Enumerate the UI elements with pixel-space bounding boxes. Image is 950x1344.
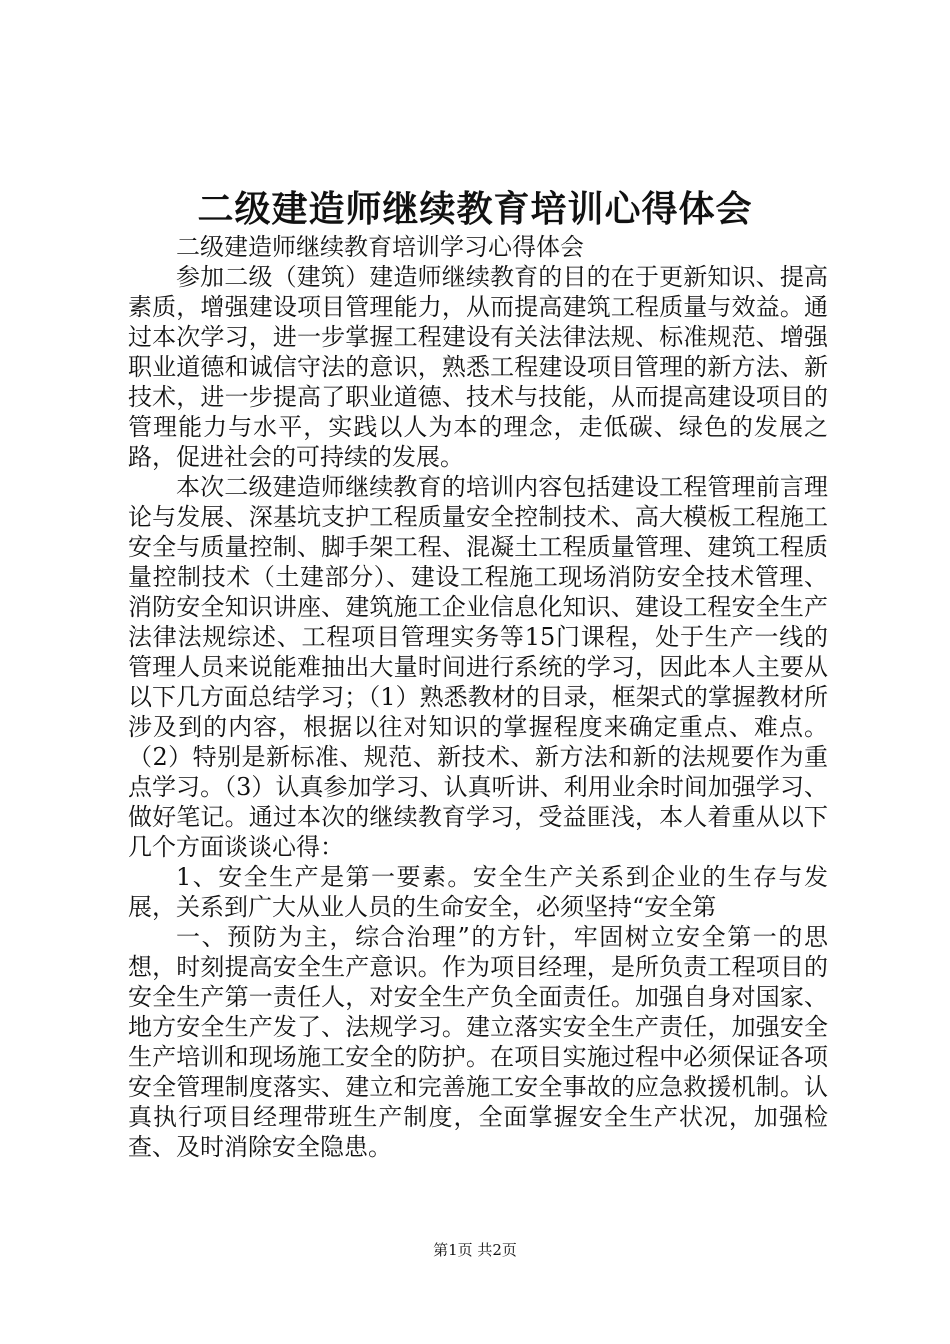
document-title: 二级建造师继续教育培训心得体会 xyxy=(197,188,753,230)
body-paragraph: 参加二级（建筑）建造师继续教育的目的在于更新知识、提高素质，增强建设项目管理能力，从而提高建筑工程质量与效益。通过本次学习，进一步掌握工程建设有关法律法规、标准规范、增强职业道德和诚信守法的意识，熟悉工程建设项目管理的新方法、新技术，进一步提高了职业道德、技术与技能，从而提高建设项目的管理能力与水平，实践以人为本的理念，走低碳、绿色的发展之路，促进社会的可持续的发展。 xyxy=(128,263,828,471)
body-paragraph: 一、预防为主，综合治理”的方针，牢固树立安全第一的思想，时刻提高安全生产意识。作为项目经理，是所负责工程项目的安全生产第一责任人，对安全生产负全面责任。加强自身对国家、地方安全生产发了、法规学习。建立落实安全生产责任，加强安全生产培训和现场施工安全的防护。在项目实施过程中必须保证各项安全管理制度落实、建立和完善施工安全事故的应急救援机制。认真执行项目经理带班生产制度，全面掌握安全生产状况，加强检查、及时消除安全隐患。 xyxy=(128,923,828,1161)
body-paragraph: 1、安全生产是第一要素。安全生产关系到企业的生存与发展，关系到广大从业人员的生命安全，必须坚持“安全第 xyxy=(128,863,828,921)
page-number-footer: 第1页 共2页 xyxy=(433,1241,517,1259)
body-paragraph: 本次二级建造师继续教育的培训内容包括建设工程管理前言理论与发展、深基坑支护工程质量安全控制技术、高大模板工程施工安全与质量控制、脚手架工程、混凝土工程质量管理、建筑工程质量控制技术（土建部分）、建设工程施工现场消防安全技术管理、消防安全知识讲座、建筑施工企业信息化知识、建设工程安全生产法律法规综述、工程项目管理实务等15门课程，处于生产一线的管理人员来说能难抽出大量时间进行系统的学习，因此本人主要从以下几方面总结学习；（1）熟悉教材的目录，框架式的掌握教材所涉及到的内容，根据以往对知识的掌握程度来确定重点、难点。（2）特别是新标准、规范、新技术、新方法和新的法规要作为重点学习。（3）认真参加学习、认真听讲、利用业余时间加强学习、做好笔记。通过本次的继续教育学习，受益匪浅，本人着重从以下几个方面谈谈心得： xyxy=(128,473,828,861)
document-body xyxy=(128,232,828,1162)
subtitle-paragraph: 二级建造师继续教育培训学习心得体会 xyxy=(176,233,584,261)
